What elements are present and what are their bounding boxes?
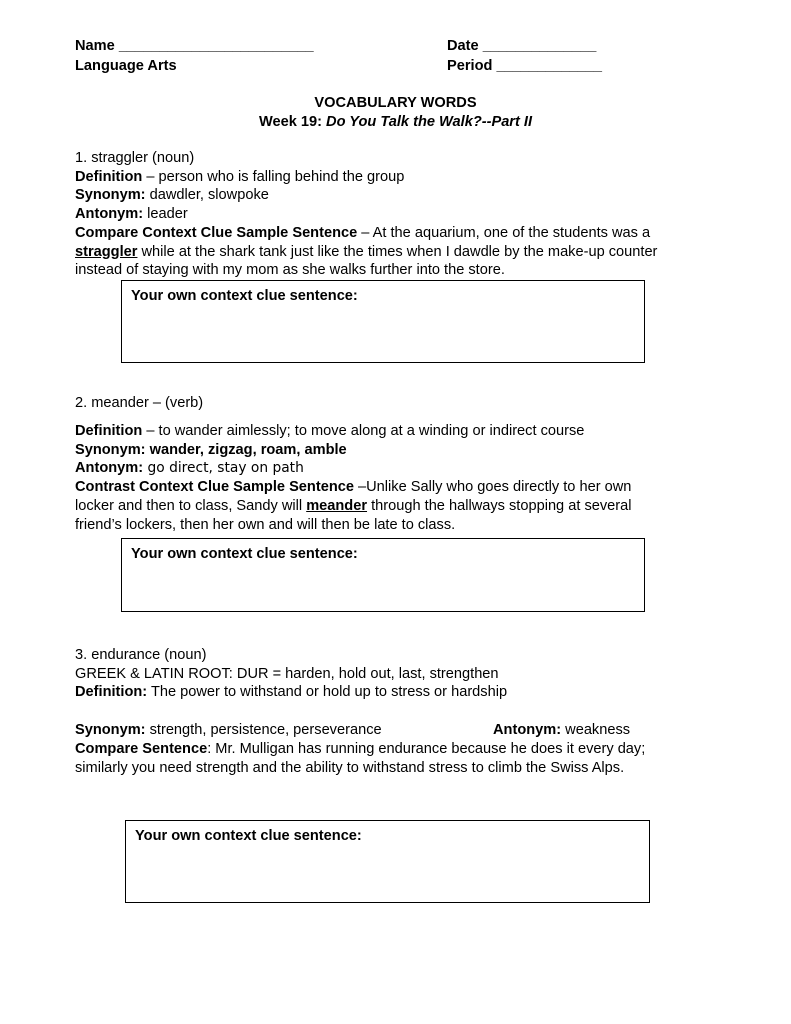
answer-box-label: Your own context clue sentence: — [131, 288, 358, 304]
week-title: Do You Talk the Walk?--Part II — [326, 114, 533, 130]
page-title: VOCABULARY WORDS — [314, 95, 477, 111]
name-label: Name — [75, 38, 115, 54]
word-3-sample: Compare Sentence: Mr. Mulligan has running endurance because he does it every day; similarly you need strength and the ability to withstand stress to climb the Swiss Alps. — [75, 740, 725, 777]
word-3-antonym: Antonym: weakness — [493, 722, 631, 738]
word-2-answer-box[interactable] — [121, 538, 645, 612]
word-2-sample-line2: locker and then to class, Sandy will meander through the hallways stopping at several — [75, 497, 632, 514]
word-2-synonym: Synonym: wander, zigzag, roam, amble — [75, 441, 347, 458]
period-field — [447, 57, 602, 76]
word-1-sample-line2: straggler while at the shark tank just like the times when I dawdle by the make-up counter — [75, 243, 658, 260]
name-blank[interactable]: ________________________ — [118, 38, 314, 54]
date-blank[interactable]: ______________ — [482, 38, 597, 54]
week-prefix: Week 19: — [258, 114, 327, 130]
word-1-sample-line3: instead of staying with my mom as she walks further into the store. — [75, 262, 505, 279]
word-2-heading: 2. meander – (verb) — [75, 395, 204, 411]
word-2-sample: Contrast Context Clue Sample Sentence –Unlike Sally who goes directly to her own — [75, 479, 632, 496]
word-1-definition: Definition – person who is falling behind the group — [75, 168, 405, 185]
word-3-section — [75, 646, 725, 702]
word-2-sample-line3: friend’s lockers, then her own and will then be late to class. — [75, 516, 456, 533]
word-3-root: GREEK & LATIN ROOT: DUR = harden, hold out, last, strengthen — [75, 665, 499, 682]
word-1-sample: Compare Context Clue Sample Sentence – At the aquarium, one of the students was a — [75, 224, 651, 241]
word-3-definition: Definition: The power to withstand or hold up to stress or hardship — [75, 684, 508, 701]
week-subtitle — [0, 113, 791, 132]
word-1-synonym: Synonym: dawdler, slowpoke — [75, 187, 269, 204]
word-2-antonym: Antonym: go direct, stay on path — [75, 460, 304, 477]
word-3-answer-box[interactable] — [125, 820, 650, 903]
word-1-answer-box[interactable] — [121, 280, 645, 363]
word-2-section — [75, 422, 725, 534]
word-1-antonym: Antonym: leader — [75, 206, 188, 223]
period-label: Period — [447, 58, 493, 74]
class-label: Language Arts — [75, 58, 177, 74]
word-3-sample-line2: similarly you need strength and the ability to withstand stress to climb the Swiss Alps. — [75, 759, 625, 776]
answer-box-label: Your own context clue sentence: — [135, 828, 362, 844]
date-field — [447, 37, 596, 56]
word-1-section — [75, 149, 725, 280]
date-label: Date — [447, 38, 479, 54]
answer-box-label: Your own context clue sentence: — [131, 546, 358, 562]
word-3-heading: 3. endurance (noun) — [75, 647, 207, 663]
word-1-heading: 1. straggler (noun) — [75, 150, 195, 166]
word-3-synonym: Synonym: strength, persistence, perseverance — [75, 722, 382, 738]
period-blank[interactable]: _____________ — [496, 58, 602, 74]
word-2-definition: Definition – to wander aimlessly; to move along at a winding or indirect course — [75, 423, 585, 439]
name-field — [75, 37, 314, 56]
